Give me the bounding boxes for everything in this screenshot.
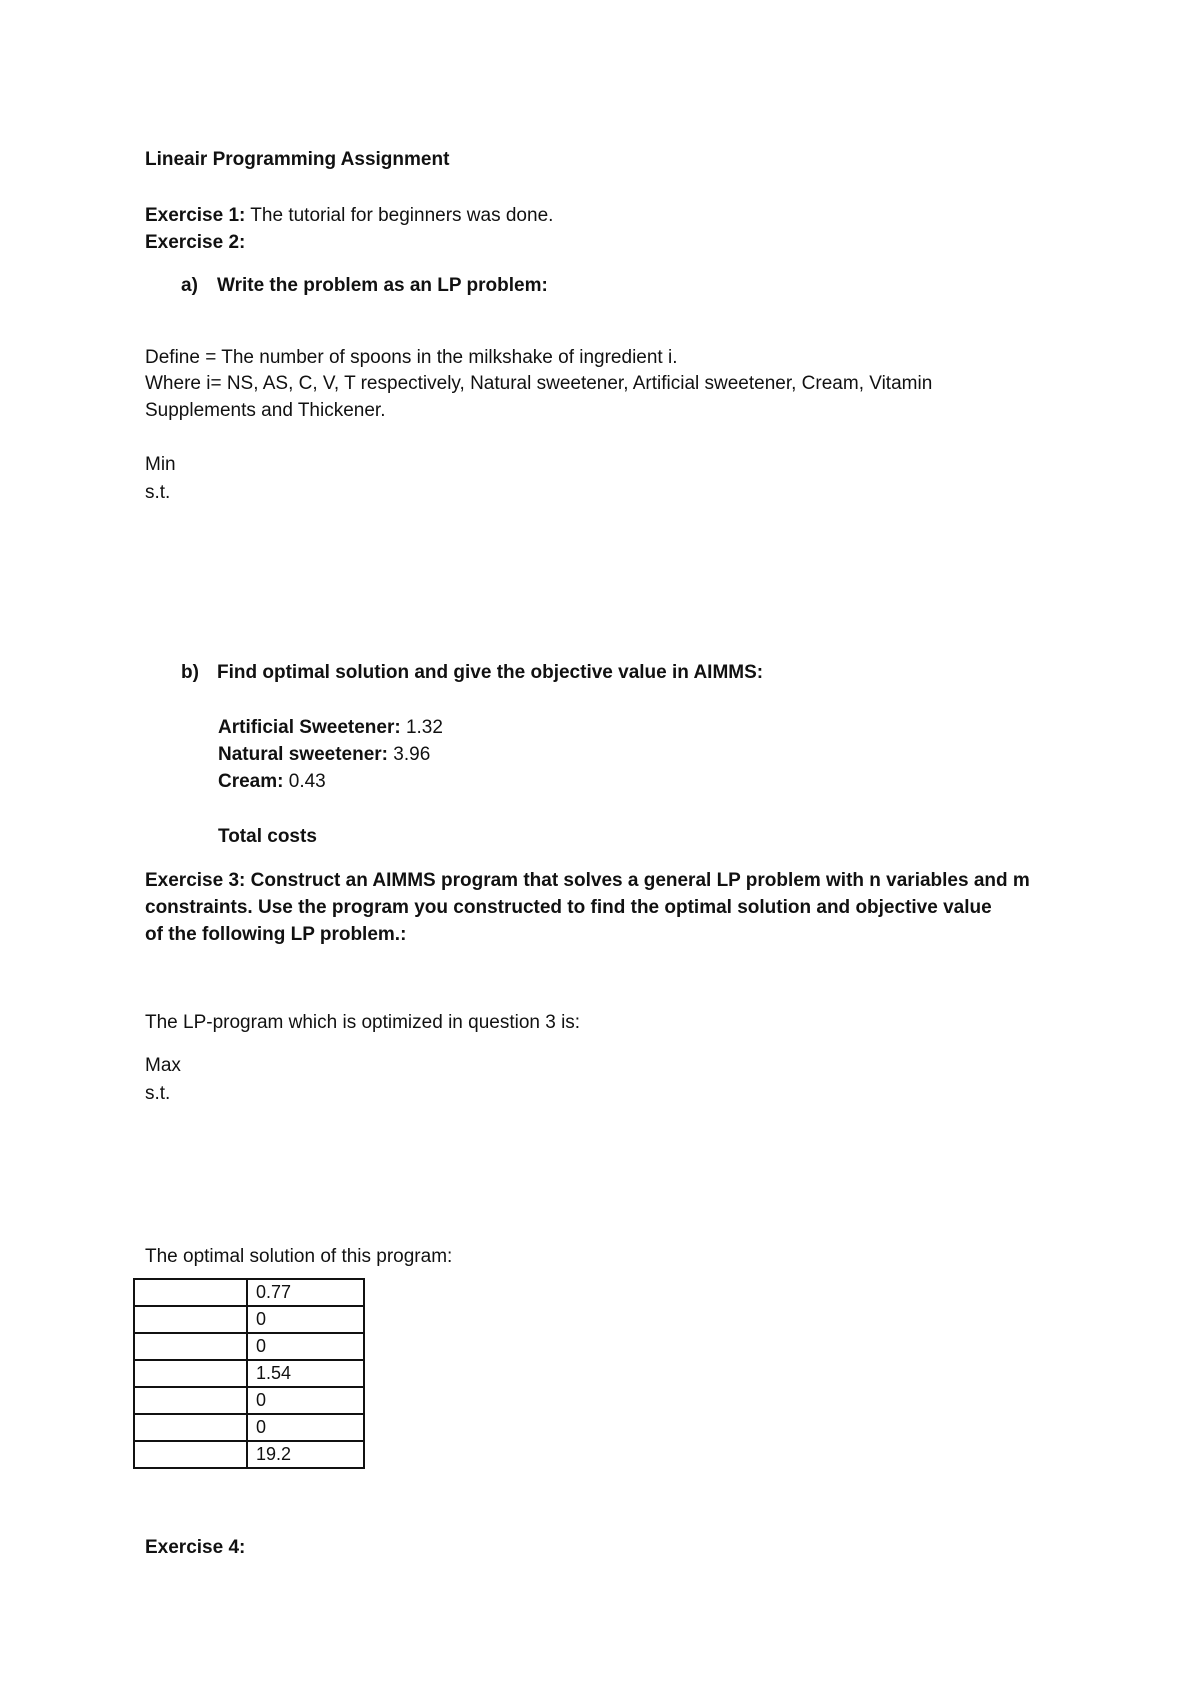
solution-table (133, 1278, 365, 1469)
table-cell (134, 1279, 247, 1306)
exercise-2a-text: Write the problem as an LP problem: (217, 275, 548, 296)
table-cell: 0.77 (247, 1279, 364, 1306)
table-row (134, 1333, 364, 1360)
table-row (134, 1387, 364, 1414)
exercise-1-text: The tutorial for beginners was done. (250, 205, 554, 226)
result-label: Artificial Sweetener: (218, 717, 401, 738)
program-intro: The LP-program which is optimized in question 3 is: (145, 1012, 581, 1033)
result-cream (218, 770, 326, 794)
min-label: Min (145, 454, 176, 475)
total-costs: Total costs (218, 826, 317, 847)
exercise-2b-heading (181, 661, 763, 685)
result-value: 0.43 (288, 771, 326, 792)
table-cell (134, 1360, 247, 1387)
table-row (134, 1306, 364, 1333)
where-line-2: Supplements and Thickener. (145, 400, 386, 421)
max-label: Max (145, 1055, 181, 1076)
exercise-2b-text: Find optimal solution and give the objective value in AIMMS: (217, 662, 764, 683)
table-cell (134, 1333, 247, 1360)
exercise-2b-marker: b) (181, 662, 199, 683)
result-artificial-sweetener (218, 716, 443, 740)
table-cell: 0 (247, 1387, 364, 1414)
exercise-3-line-1: Exercise 3: Construct an AIMMS program that solves a general LP problem with n variables and m (145, 870, 1030, 891)
table-cell (134, 1306, 247, 1333)
exercise-4-label: Exercise 4: (145, 1537, 246, 1558)
result-label: Cream: (218, 771, 284, 792)
solution-intro: The optimal solution of this program: (145, 1246, 453, 1267)
table-cell: 0 (247, 1306, 364, 1333)
table-cell: 0 (247, 1333, 364, 1360)
table-cell: 0 (247, 1414, 364, 1441)
result-natural-sweetener (218, 743, 430, 767)
exercise-3-line-3: of the following LP problem.: (145, 924, 407, 945)
exercise-2a-heading (181, 274, 548, 298)
document-title: Lineair Programming Assignment (145, 149, 450, 170)
table-cell (134, 1387, 247, 1414)
st-label-2a: s.t. (145, 482, 171, 503)
exercise-1 (145, 204, 553, 228)
result-value: 1.32 (405, 717, 443, 738)
table-row (134, 1279, 364, 1306)
table-cell (134, 1441, 247, 1468)
table-row (134, 1360, 364, 1387)
exercise-1-label: Exercise 1: (145, 205, 246, 226)
exercise-2-label: Exercise 2: (145, 232, 246, 253)
exercise-2a-marker: a) (181, 275, 198, 296)
table-row (134, 1441, 364, 1468)
result-value: 3.96 (393, 744, 431, 765)
exercise-3-line-2: constraints. Use the program you constructed to find the optimal solution and objective value (145, 897, 992, 918)
result-label: Natural sweetener: (218, 744, 389, 765)
table-cell: 1.54 (247, 1360, 364, 1387)
st-label-3: s.t. (145, 1083, 171, 1104)
table-cell: 19.2 (247, 1441, 364, 1468)
where-line-1: Where i= NS, AS, C, V, T respectively, Natural sweetener, Artificial sweetener, Cream, Vitamin (145, 373, 933, 394)
define-line: Define = The number of spoons in the milkshake of ingredient i. (145, 347, 678, 368)
table-row (134, 1414, 364, 1441)
table-cell (134, 1414, 247, 1441)
